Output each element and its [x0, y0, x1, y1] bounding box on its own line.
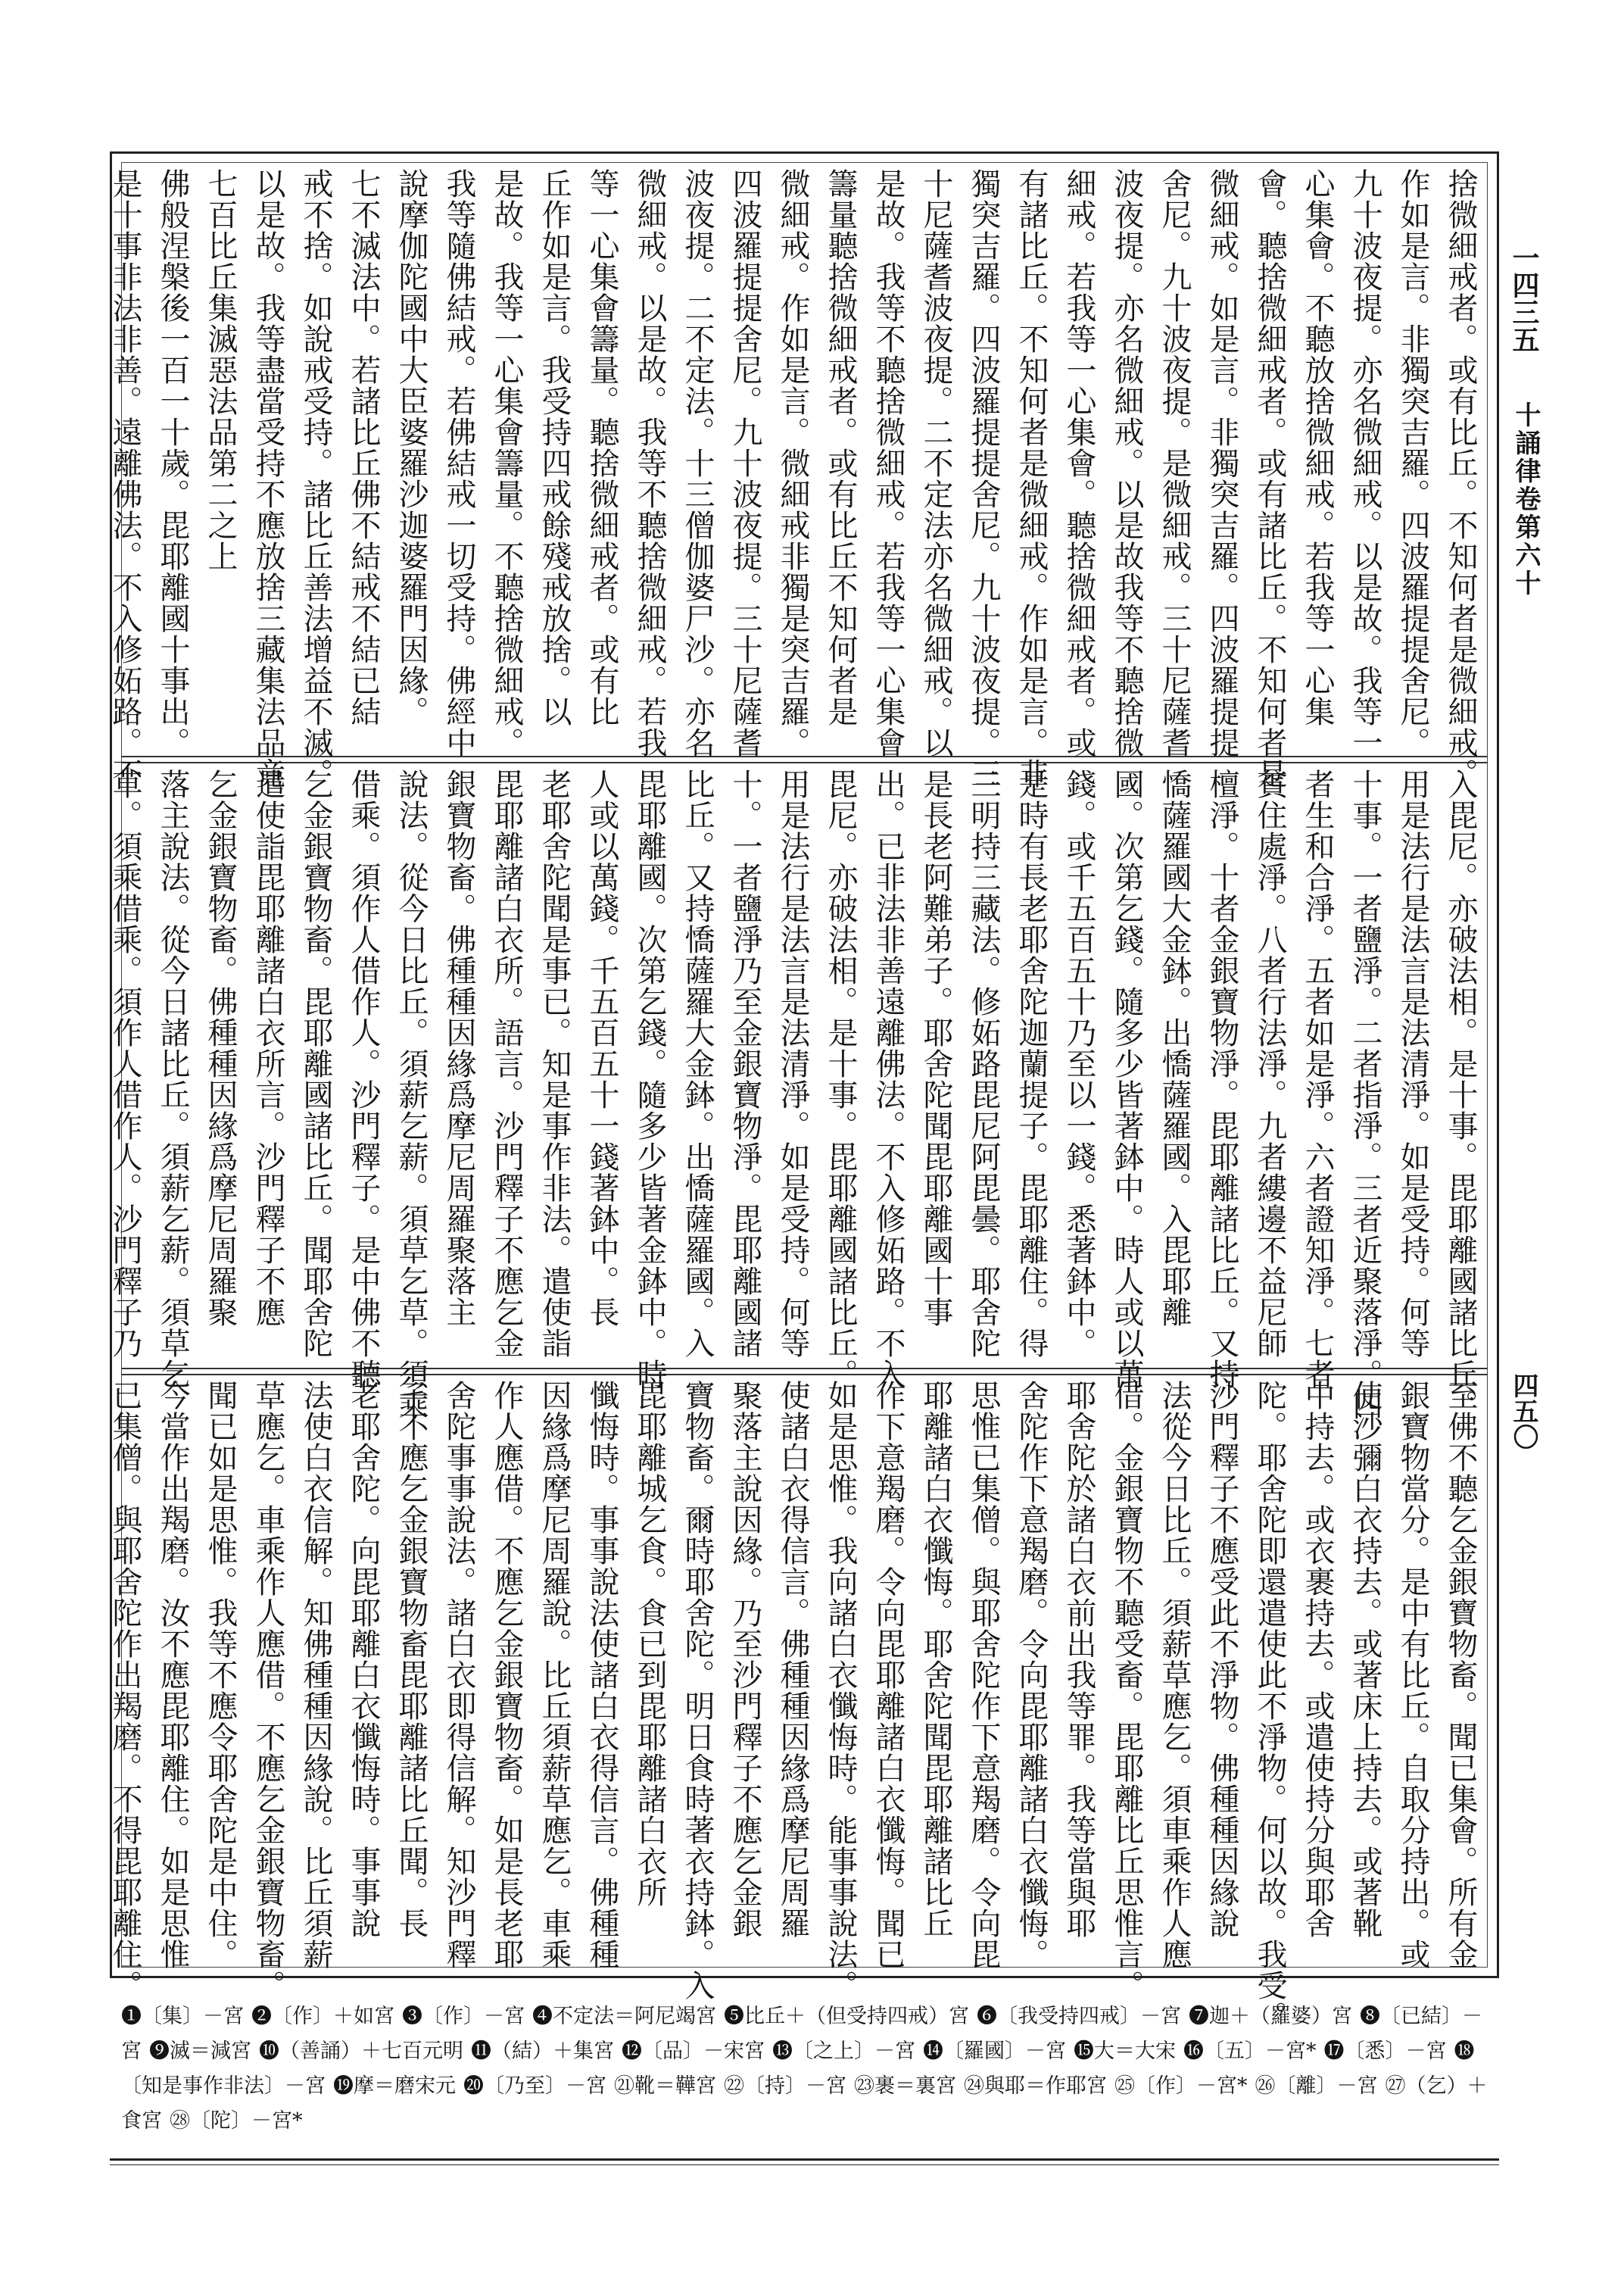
text-column: 會。聽捨微細戒者。或有諸比丘。不知何者是: [1252, 168, 1287, 789]
text-column: 毘尼。亦破法相。是十事。毘耶離國諸比丘。: [823, 769, 858, 1390]
text-column: 入毘尼。亦破法相。是十事。毘耶離國諸比丘。: [1443, 769, 1478, 1421]
text-column: 七不滅法中。若諸比丘佛不結戒不結已結: [346, 168, 381, 727]
text-column: 沙門釋子不應受此不淨物。佛種種因緣說: [1205, 1380, 1239, 1939]
footnote: ❷〔作〕＋如宮: [251, 2005, 394, 2028]
text-column: 借乘。須作人借作人。沙門釋子。是中佛不聽: [346, 769, 381, 1390]
text-column: 波夜提。二不定法。十三僧伽婆尸沙。亦名: [680, 168, 715, 758]
text-column: 心集會。不聽放捨微細戒。若我等一心集: [1300, 168, 1335, 727]
footnote: ⓫（結）＋集宮: [471, 2039, 614, 2063]
text-column: 等一心集會籌量。聽捨微細戒者。或有比: [584, 168, 619, 727]
text-column: 波夜提。亦名微細戒。以是故我等不聽捨微: [1109, 168, 1144, 758]
section-number: 四五〇: [1508, 1372, 1538, 1450]
footnote: ❾滅＝減宮: [149, 2039, 251, 2063]
text-column: 寶物畜。爾時耶舍陀。明日食時著衣持鉢。入: [680, 1380, 715, 2001]
register-divider-2: [121, 1368, 1488, 1369]
text-column: 籌量聽捨微細戒者。或有比丘不知何者是: [823, 168, 858, 727]
text-column: 法從今日比丘。須薪草應乞。須車乘作人應: [1157, 1380, 1192, 1970]
footnote: ⓴〔乃至〕－宮: [463, 2074, 606, 2098]
text-column: 遣使詣毘耶離諸白衣所言。沙門釋子不應: [251, 769, 285, 1328]
text-column: 是故。我等一心集會籌量。不聽捨微細戒。: [489, 168, 524, 758]
text-column: 丘作如是言。我受持四戒餘殘戒放捨。以: [537, 168, 572, 727]
footnote: ⓮〔羅國〕－宮: [923, 2039, 1066, 2063]
text-column: 銀寶物畜。佛種種因緣爲摩尼周羅聚落主: [441, 769, 476, 1328]
footnote: ❸〔作〕－宮: [402, 2005, 525, 2028]
text-column: 是故。我等不聽捨微細戒。若我等一心集會: [871, 168, 906, 758]
footnote: ❻〔我受持四戒〕－宮: [977, 2005, 1181, 2028]
text-column: 佛般涅槃後一百一十歲。毘耶離國十事出。: [155, 168, 190, 758]
footnote: ㉖〔離〕－宮: [1255, 2074, 1378, 2098]
footnote: ❹不定法＝阿尼竭宮: [532, 2005, 716, 2028]
text-column: 今當作出羯磨。汝不應毘耶離住。如是思惟: [155, 1380, 190, 1970]
footnote: ⓯大＝大宋: [1074, 2039, 1176, 2063]
text-column: 乞金銀寶物畜。佛種種因緣爲摩尼周羅聚: [203, 769, 238, 1328]
text-column: 因緣爲摩尼周羅說。比丘須薪草應乞。車乘: [537, 1380, 572, 1970]
text-column: 陀。耶舍陀即還遣使此不淨物。何以故。我受。: [1252, 1380, 1287, 2032]
text-column: 四波羅提提舍尼。九十波夜提。三十尼薩耆: [728, 168, 762, 758]
text-column: 懺悔時。事事說法使諸白衣得信言。佛種種: [584, 1380, 619, 1970]
text-column: 憍薩羅國大金鉢。出憍薩羅國。入毘耶離: [1157, 769, 1192, 1328]
text-column: 耶舍陀於諸白衣前出我等罪。我等當與耶: [1061, 1380, 1096, 1939]
footnote: ㉔與耶＝作耶宮: [964, 2074, 1107, 2098]
footnote: ⓰〔五〕－宮*: [1183, 2039, 1317, 2063]
text-column: 七百比丘集滅惡法品第二之上: [203, 168, 238, 572]
text-column: 微細戒。以是故。我等不聽捨微細戒。若我: [632, 168, 667, 758]
footnote: ㉒〔持〕－宮: [724, 2074, 846, 2098]
footnote: ㉑靴＝鞾宮: [614, 2074, 716, 2098]
text-column: 是十事非法非善。遠離佛法。不入修妬路。不: [108, 168, 142, 789]
text-column: 草應乞。車乘作人應借。不應乞金銀寶物畜。: [251, 1380, 285, 2001]
text-column: 耶離諸白衣懺悔。耶舍陀聞毘耶離諸比丘: [918, 1380, 953, 1939]
footnote: ⓲〔知是事作非法〕－宮: [121, 2039, 1475, 2098]
text-column: 微細戒。如是言。非獨突吉羅。四波羅提提: [1205, 168, 1239, 758]
text-column: 戒不捨。如說戒受持。諸比丘善法增益不滅。: [298, 168, 333, 789]
text-column: 已集僧。與耶舍陀作出羯磨。不得毘耶離住。: [108, 1380, 142, 2001]
text-column: 出。已非法非善遠離佛法。不入修妬路。不入: [871, 769, 906, 1390]
text-column: 有諸比丘。不知何者是微細戒。作如是言。非: [1014, 168, 1049, 789]
text-column: 說摩伽陀國中大臣婆羅沙迦婆羅門因緣。: [394, 168, 429, 727]
text-column: 舍陀事事說法。諸白衣即得信解。知沙門釋: [441, 1380, 476, 1970]
text-column: 草。須乘借乘。須作人借作人。沙門釋子乃: [108, 769, 142, 1359]
text-column: 借。金銀寶物不聽受畜。毘耶離比丘思惟言。: [1109, 1380, 1144, 2001]
text-column: 舍陀作下意羯磨。令向毘耶離諸白衣懺悔。: [1014, 1380, 1049, 1970]
footnote: ❿（善誦）＋七百元明: [259, 2039, 463, 2063]
footnote: ⓱〔悉〕－宮: [1323, 2039, 1447, 2063]
footnote: ㉕〔作〕－宮*: [1114, 2074, 1248, 2098]
text-column: 說法。從今日比丘。須薪乞薪。須草乞草。須乘: [394, 769, 429, 1421]
text-column: 國。次第乞錢。隨多少皆著鉢中。時人或以萬: [1109, 769, 1144, 1390]
text-column: 毘耶離諸白衣所。語言。沙門釋子不應乞金: [489, 769, 524, 1359]
text-column: 作下意羯磨。令向毘耶離諸白衣懺悔。聞已: [871, 1380, 906, 1970]
footnote: ❶〔集〕－宮: [121, 2005, 244, 2028]
text-column: 毘耶離城乞食。食已到毘耶離諸白衣所: [632, 1380, 667, 1908]
text-column: 十事。一者鹽淨。二者指淨。三者近聚落淨。四: [1348, 769, 1382, 1421]
text-register-top: [108, 168, 1484, 789]
footnote: ⓭〔之上〕－宮: [772, 2039, 915, 2063]
bottom-rule: [110, 2158, 1499, 2161]
text-column: 使諸白衣得信言。佛種種因緣爲摩尼周羅: [775, 1380, 810, 1939]
text-column: 作人應借。不應乞金銀寶物畜。如是長老耶: [489, 1380, 524, 1970]
footnote: ㉗（乞）＋食宮: [121, 2074, 1488, 2133]
text-column: 三明持三藏法。修妬路毘尼阿毘曇。耶舍陀: [966, 769, 1001, 1359]
text-column: 是長老阿難弟子。耶舍陀聞毘耶離國十事: [918, 769, 953, 1328]
text-column: 銀寶物當分。是中有比丘。自取分持出。或: [1395, 1380, 1430, 1970]
text-column: 聚落主說因緣。乃至沙門釋子不應乞金銀: [728, 1380, 762, 1939]
footnote: ❼迦＋（羅婆）宮: [1189, 2005, 1352, 2028]
bottom-rule-thin: [110, 2164, 1499, 2165]
footnote: ㉓裹＝裏宮: [854, 2074, 956, 2098]
text-column: 我等隨佛結戒。若佛結戒一切受持。佛經中: [441, 168, 476, 758]
text-column: 老耶舍陀。向毘耶離白衣懺悔時。事事說: [346, 1380, 381, 1939]
text-column: 貧住處淨。八者行法淨。九者縷邊不益尼師: [1252, 769, 1287, 1359]
text-column: 比丘。又持憍薩羅大金鉢。出憍薩羅國。入: [680, 769, 715, 1359]
page-number: 一四三五: [1508, 244, 1540, 353]
text-column: 人或以萬錢。千五百五十一錢著鉢中。長: [584, 769, 619, 1328]
text-column: 獨突吉羅。四波羅提提舍尼。九十波夜提。三: [966, 168, 1001, 789]
text-column: 中持去。或衣裹持去。或遣使持分與耶舍: [1300, 1380, 1335, 1939]
register-divider-2b: [121, 1374, 1488, 1375]
text-column: 用是法行是法言是法清淨。如是受持。何等: [1395, 769, 1430, 1359]
text-column: 十尼薩耆波夜提。二不定法亦名微細戒。以: [918, 168, 953, 758]
text-column: 使沙彌白衣持去。或著床上持去。或著靴: [1348, 1380, 1382, 1939]
text-column: 思惟已集僧。與耶舍陀作下意羯磨。令向毘: [966, 1380, 1001, 1970]
text-column: 十。一者鹽淨乃至金銀寶物淨。毘耶離國諸: [728, 769, 762, 1359]
text-column: 法使白衣信解。知佛種種因緣說。比丘須薪: [298, 1380, 333, 1970]
text-column: 錢。或千五百五十乃至以一錢。悉著鉢中。: [1061, 769, 1096, 1359]
text-column: 微細戒。作如是言。微細戒非獨是突吉羅。: [775, 168, 810, 758]
text-column: 乞金銀寶物畜。毘耶離國諸比丘。聞耶舍陀: [298, 769, 333, 1359]
footnotes: [121, 1999, 1492, 2139]
text-register-middle: [108, 769, 1484, 1421]
running-title: 十誦律卷第六十: [1510, 401, 1541, 598]
text-column: 聞已如是思惟。我等不應令耶舍陀是中住。: [203, 1380, 238, 1970]
text-column: 者生和合淨。五者如是淨。六者證知淨。七者: [1300, 769, 1335, 1390]
text-column: 落主說法。從今日諸比丘。須薪乞薪。須草乞: [155, 769, 190, 1390]
footnote: ⓬〔品〕－宋宮: [622, 2039, 765, 2063]
text-column: 如是思惟。我向諸白衣懺悔時。能事事說法。: [823, 1380, 858, 2001]
text-column: 用是法行是法言是法清淨。如是受持。何等: [775, 769, 810, 1359]
footnote: ㉘〔陀〕－宮*: [170, 2109, 303, 2133]
text-column: 九十波夜提。亦名微細戒。以是故。我等一: [1348, 168, 1382, 758]
footnote: ❽〔已結〕－宮: [121, 2005, 1482, 2063]
text-column: 以是故。我等盡當受持不應放捨三藏集法品竟: [251, 168, 285, 789]
text-column: 子不應乞金銀寶物畜毘耶離諸比丘聞。長: [394, 1380, 429, 1939]
text-column: 捨微細戒者。或有比丘。不知何者是微細戒。: [1443, 168, 1478, 789]
text-column: 作如是言。非獨突吉羅。四波羅提提舍尼。: [1395, 168, 1430, 758]
text-column: 是時有長老耶舍陀迦蘭提子。毘耶離住。得: [1014, 769, 1049, 1359]
text-column: 細戒。若我等一心集會。聽捨微細戒者。或: [1061, 168, 1096, 758]
text-column: 毘耶離國。次第乞錢。隨多少皆著金鉢中。時: [632, 769, 667, 1390]
footnote: ⓳摩＝磨宋元: [333, 2074, 456, 2098]
text-column: 至佛不聽乞金銀寶物畜。聞已集會。所有金: [1443, 1380, 1478, 1970]
text-column: 檀淨。十者金銀寶物淨。毘耶離諸比丘。又持: [1205, 769, 1239, 1390]
text-column: 老耶舍陀聞是事已。知是事作非法。遣使詣: [537, 769, 572, 1359]
footnote: ❺比丘＋（但受持四戒）宮: [724, 2005, 969, 2028]
text-column: 舍尼。九十波夜提。是微細戒。三十尼薩耆: [1157, 168, 1192, 758]
